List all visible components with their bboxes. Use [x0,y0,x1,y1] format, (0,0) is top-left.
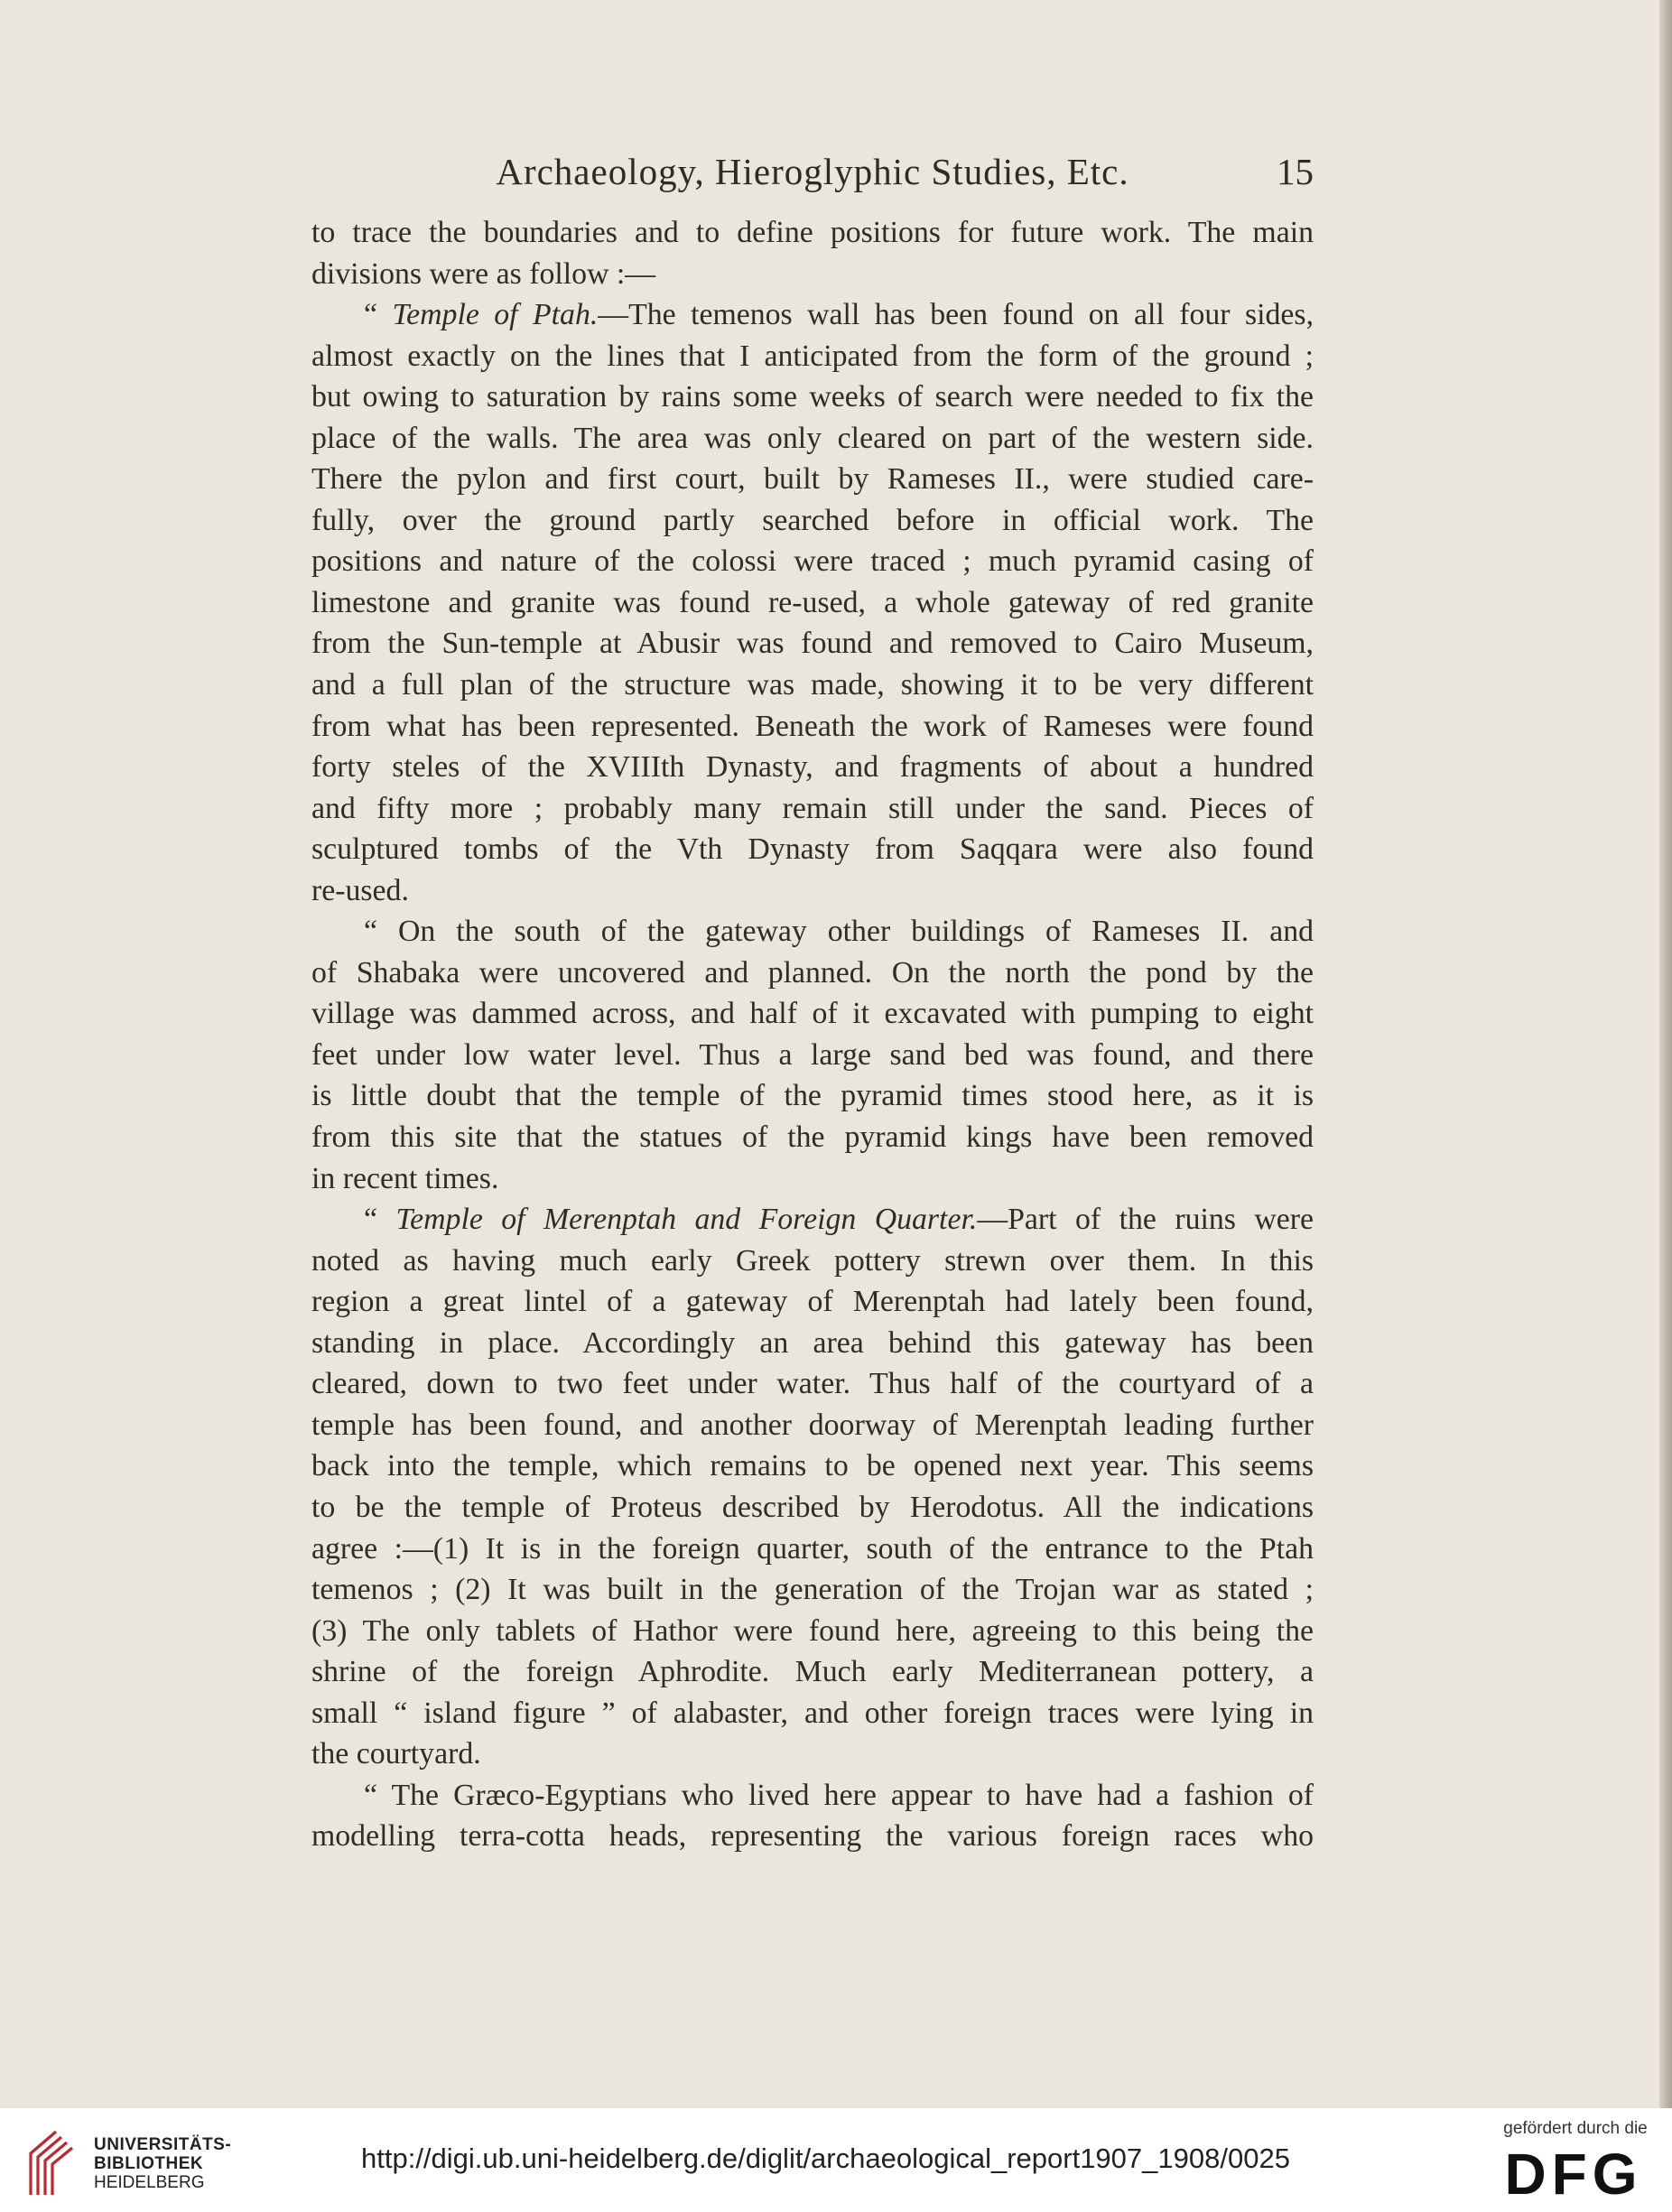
dfg-logo [1491,2147,1656,2201]
italic-heading: Temple of Merenptah and Foreign Quarter. [395,1203,978,1237]
text-line: back into the temple, which remains to be opened next year. This seems [311,1449,1314,1483]
text-line: positions and nature of the colossi were traced ; much pyramid casing of [311,544,1314,579]
em-dash: — [977,1203,1008,1237]
page-edge-shadow [1659,0,1672,2108]
text-line: to trace the boundaries and to define positions for future work. The main [311,216,1314,249]
running-head [311,144,1314,199]
text-line: almost exactly on the lines that I anticipated from the form of the ground ; [311,339,1314,373]
text-line: feet under low water level. Thus a large sand bed was found, and there [311,1037,1314,1072]
text-line: divisions were as follow :— [311,256,656,291]
digitization-footer [0,2108,1672,2212]
funded-by-label: gefördert durch die [1503,2119,1648,2138]
text-line: cleared, down to two feet under water. Thus half of the courtyard of a [311,1367,1314,1401]
text-line: agree :—(1) It is in the foreign quarter, south of the entrance to the Ptah [311,1531,1314,1566]
text-line: There the pylon and first court, built by Rameses II., were studied care- [311,462,1314,497]
text-line: and a full plan of the structure was made, showing it to be very different [311,668,1314,702]
running-head-title: Archaeology, Hieroglyphic Studies, Etc. [496,151,1129,192]
body-text [311,212,1314,1857]
text-line: re-used. [311,873,409,907]
text-line [311,294,1314,336]
text-line: from what has been represented. Beneath the work of Rameses were found [311,709,1314,743]
text-line: place of the walls. The area was only cleared on part of the western side. [311,421,1314,455]
university-library-name [94,2135,231,2192]
text-line: is little doubt that the temple of the pyramid times stood here, as it is [311,1079,1314,1113]
text-line: temenos ; (2) It was built in the generation of the Trojan war as stated ; [311,1573,1314,1607]
text-line: “ The Græco-Egyptians who lived here appear to have had a fashion of [364,1778,1314,1812]
text-line: shrine of the foreign Aphrodite. Much early Mediterranean pottery, a [311,1655,1314,1689]
text-line: small “ island figure ” of alabaster, and other foreign traces were lying in [311,1696,1314,1730]
text-line: “ On the south of the gateway other buildings of Rameses II. and [364,915,1314,949]
text-line: village was dammed across, and half of it excavated with pumping to eight [311,997,1314,1031]
library-name-line-3: HEIDELBERG [94,2173,205,2192]
text-line: standing in place. Accordingly an area behind this gateway has been [311,1325,1314,1360]
text-line: to be the temple of Proteus described by Herodotus. All the indications [311,1490,1314,1524]
text-line: sculptured tombs of the Vth Dynasty from Saqqara were also found [311,832,1314,867]
university-library-logo [25,2128,83,2198]
text-line: modelling terra-cotta heads, representing the various foreign races who [311,1819,1314,1854]
permalink-url[interactable]: http://digi.ub.uni-heidelberg.de/diglit/archaeological_report1907_1908/0025 [361,2142,1290,2174]
text-line: region a great lintel of a gateway of Merenptah had lately been found, [311,1285,1314,1319]
text-line: limestone and granite was found re-used, a whole gateway of red granite [311,585,1314,619]
library-name-line-2: BIBLIOTHEK [94,2154,204,2173]
text-line: of Shabaka were uncovered and planned. On the north the pond by the [311,955,1314,990]
text-line: from the Sun-temple at Abusir was found and removed to Cairo Museum, [311,627,1314,661]
text-line: forty steles of the XVIIIth Dynasty, and fragments of about a hundred [311,750,1314,785]
text-line: in recent times. [311,1161,499,1195]
text-line: noted as having much early Greek pottery strewn over them. In this [311,1243,1314,1278]
text-line: from this site that the statues of the pyramid kings have been removed [311,1120,1314,1155]
library-name-line-1: UNIVERSITÄTS- [94,2135,232,2154]
line-text: Part of the ruins were [1008,1203,1314,1237]
text-line [311,1199,1314,1241]
line-text: The temenos wall has been found on all four sides, [628,298,1314,332]
italic-heading: Temple of Ptah. [392,298,599,332]
dfg-logo-text: DFG [1504,2147,1643,2201]
page-number: 15 [1277,151,1314,192]
text-line: but owing to saturation by rains some weeks of search were needed to fix the [311,380,1314,414]
em-dash: — [598,298,629,332]
text-line: and fifty more ; probably many remain still under the sand. Pieces of [311,791,1314,825]
opening-quote: “ [364,298,393,332]
text-line: (3) The only tablets of Hathor were found here, agreeing to this being the [311,1613,1314,1648]
text-line: the courtyard. [311,1737,481,1771]
opening-quote: “ [364,1203,396,1237]
text-line: temple has been found, and another doorway of Merenptah leading further [311,1408,1314,1442]
text-line: fully, over the ground partly searched before in official work. The [311,503,1314,537]
